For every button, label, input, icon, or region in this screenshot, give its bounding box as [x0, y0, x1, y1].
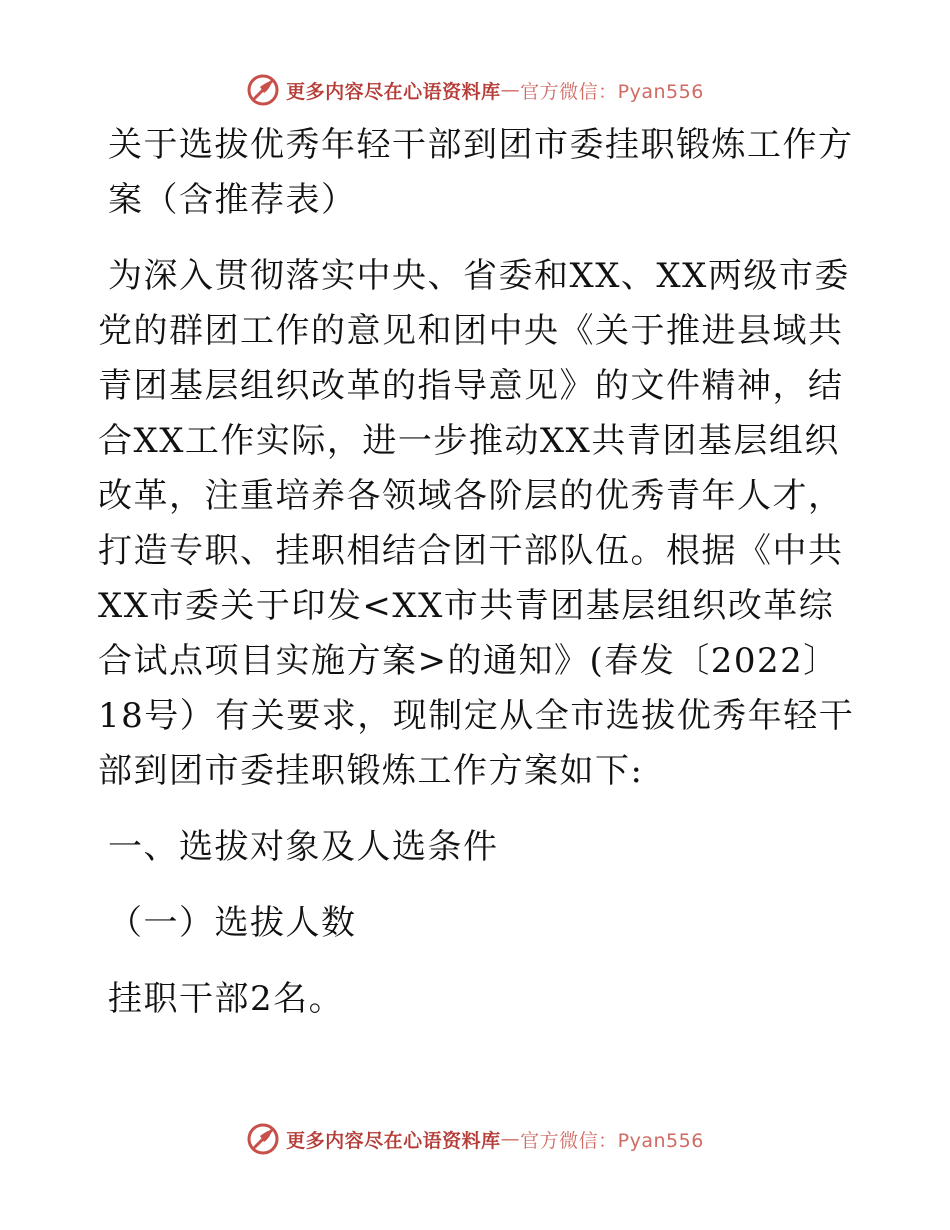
watermark-banner-bottom	[0, 1119, 950, 1159]
quill-logo-icon	[246, 1122, 280, 1156]
intro-paragraph: 为深入贯彻落实中央、省委和XX、XX两级市委党的群团工作的意见和团中央《关于推进县域共青团基层组织改革的指导意见》的文件精神，结合XX工作实际，进一步推动XX共青团基层组织改革，注重培养各领域各阶层的优秀青年人才，打造专职、挂职相结合团干部队伍。根据《中共XX市委关于印发<XX市共青团基层组织改革综合试点项目实施方案>的通知》(春发〔2022〕18号）有关要求，现制定从全市选拔优秀年轻干部到团市委挂职锻炼工作方案如下:	[98, 256, 855, 791]
body-line-1: 挂职干部2名。	[108, 979, 345, 1019]
watermark-banner-top	[0, 70, 950, 110]
section-heading-1: 一、选拔对象及人选条件	[108, 827, 499, 867]
watermark-dash: —	[500, 79, 521, 101]
subsection-heading-1: （一）选拔人数	[108, 903, 357, 943]
watermark-dash: —	[500, 1128, 521, 1150]
watermark-main-text: 更多内容尽在心语资料库	[286, 1129, 501, 1152]
document-body	[98, 118, 858, 1027]
watermark-wechat-text: 官方微信：Pyan556	[520, 1129, 704, 1152]
watermark-wechat-text: 官方微信：Pyan556	[520, 80, 704, 103]
document-title: 关于选拔优秀年轻干部到团市委挂职锻炼工作方案（含推荐表）	[108, 125, 854, 220]
quill-logo-icon	[246, 73, 280, 107]
watermark-main-text: 更多内容尽在心语资料库	[286, 80, 501, 103]
